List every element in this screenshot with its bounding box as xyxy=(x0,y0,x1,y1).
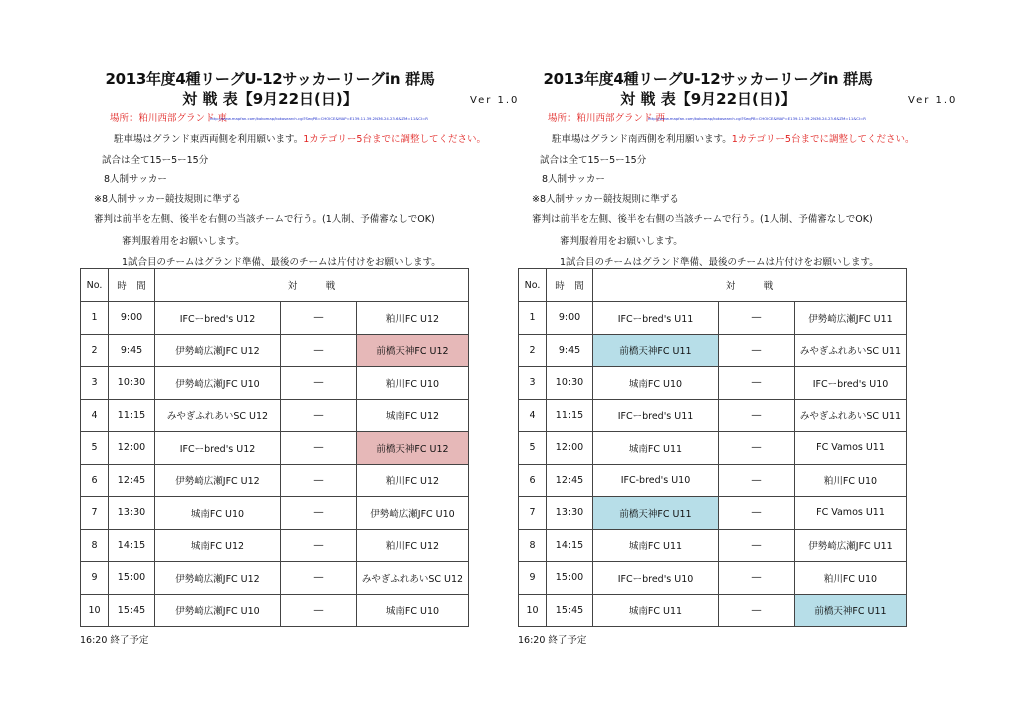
vs-dash: ― xyxy=(281,399,357,432)
home-team: IFCーbred's U12 xyxy=(155,302,281,335)
match-time: 14:15 xyxy=(547,529,593,562)
home-team: 城南FC U10 xyxy=(155,497,281,530)
home-team: みやぎふれあいSC U12 xyxy=(155,399,281,432)
header-match: 対 戦 xyxy=(593,269,907,302)
vs-dash: ― xyxy=(281,302,357,335)
home-team: 伊勢崎広瀬JFC U12 xyxy=(155,464,281,497)
away-team: 伊勢崎広瀬JFC U10 xyxy=(357,497,469,530)
home-team-highlighted: 前橋天神FC U11 xyxy=(593,334,719,367)
home-team: IFCーbred's U11 xyxy=(593,302,719,335)
rule-setup: 1試合目のチームはグランド準備、最後のチームは片付けをお願いします。 xyxy=(560,257,879,268)
match-time: 14:15 xyxy=(109,529,155,562)
vs-dash: ― xyxy=(719,367,795,400)
home-team-highlighted: 前橋天神FC U11 xyxy=(593,497,719,530)
away-team: 粕川FC U12 xyxy=(357,302,469,335)
vs-dash: ― xyxy=(719,334,795,367)
home-team: 伊勢崎広瀬JFC U10 xyxy=(155,367,281,400)
away-team: IFCーbred's U10 xyxy=(795,367,907,400)
table-row xyxy=(81,399,469,432)
home-team: IFCーbred's U11 xyxy=(593,399,719,432)
home-team: 伊勢崎広瀬JFC U10 xyxy=(155,594,281,627)
rule-time: 試合は全て15ー5ー15分 xyxy=(102,155,209,166)
rule-law: ※8人制サッカー競技規則に準ずる xyxy=(532,194,679,205)
end-time-note: 16:20 終了予定 xyxy=(518,635,587,646)
home-team: IFC-bred's U10 xyxy=(593,464,719,497)
match-time: 12:45 xyxy=(547,464,593,497)
table-row xyxy=(81,302,469,335)
vs-dash: ― xyxy=(719,594,795,627)
away-team: 粕川FC U12 xyxy=(357,464,469,497)
header-no: No. xyxy=(81,269,109,302)
league-title: 2013年度4種リーグU-12サッカーリーグin 群馬 xyxy=(105,70,435,88)
vs-dash: ― xyxy=(719,399,795,432)
away-team-highlighted: 前橋天神FC U11 xyxy=(795,594,907,627)
home-team: 城南FC U11 xyxy=(593,529,719,562)
vs-dash: ― xyxy=(281,529,357,562)
match-no: 8 xyxy=(519,529,547,562)
match-time: 10:30 xyxy=(547,367,593,400)
match-no: 9 xyxy=(519,562,547,595)
home-team: 伊勢崎広瀬JFC U12 xyxy=(155,334,281,367)
rule-referee: 審判は前半を左側、後半を右側の当該チームで行う。(1人制、予備審なしでOK) xyxy=(532,214,873,225)
table-row xyxy=(519,432,907,465)
match-no: 7 xyxy=(519,497,547,530)
vs-dash: ― xyxy=(281,334,357,367)
home-team: IFCーbred's U10 xyxy=(593,562,719,595)
match-no: 9 xyxy=(81,562,109,595)
away-team: 粕川FC U10 xyxy=(795,464,907,497)
rule-law: ※8人制サッカー競技規則に準ずる xyxy=(94,194,241,205)
match-no: 6 xyxy=(519,464,547,497)
match-time: 15:00 xyxy=(547,562,593,595)
match-no: 2 xyxy=(81,334,109,367)
match-no: 3 xyxy=(519,367,547,400)
match-time: 10:30 xyxy=(109,367,155,400)
vs-dash: ― xyxy=(281,432,357,465)
home-team: 伊勢崎広瀬JFC U12 xyxy=(155,562,281,595)
match-no: 3 xyxy=(81,367,109,400)
table-row xyxy=(519,302,907,335)
table-row xyxy=(81,497,469,530)
away-team: FC Vamos U11 xyxy=(795,432,907,465)
away-team: 城南FC U12 xyxy=(357,399,469,432)
header-no: No. xyxy=(519,269,547,302)
rule-setup: 1試合目のチームはグランド準備、最後のチームは片付けをお願いします。 xyxy=(122,257,441,268)
parking-note xyxy=(114,131,486,145)
table-row xyxy=(81,334,469,367)
match-time: 12:00 xyxy=(109,432,155,465)
vs-dash: ― xyxy=(719,302,795,335)
match-time: 11:15 xyxy=(547,399,593,432)
away-team: 粕川FC U10 xyxy=(795,562,907,595)
parking-text: 駐車場はグランド東西両側を利用願います。 xyxy=(114,134,304,145)
end-time-note: 16:20 終了予定 xyxy=(80,635,149,646)
away-team: みやぎふれあいSC U12 xyxy=(357,562,469,595)
match-time: 12:45 xyxy=(109,464,155,497)
away-team: 伊勢崎広瀬JFC U11 xyxy=(795,302,907,335)
match-time: 9:00 xyxy=(547,302,593,335)
away-team: 伊勢崎広瀬JFC U11 xyxy=(795,529,907,562)
vs-dash: ― xyxy=(719,529,795,562)
rule-time: 試合は全て15ー5ー15分 xyxy=(540,155,647,166)
match-time: 11:15 xyxy=(109,399,155,432)
match-table xyxy=(518,268,907,627)
match-no: 10 xyxy=(519,594,547,627)
version-label: Ver 1.0 xyxy=(908,95,958,106)
vs-dash: ― xyxy=(281,464,357,497)
match-time: 15:45 xyxy=(109,594,155,627)
match-no: 7 xyxy=(81,497,109,530)
table-header xyxy=(81,269,469,302)
table-row xyxy=(519,497,907,530)
table-header xyxy=(519,269,907,302)
match-no: 4 xyxy=(519,399,547,432)
table-row xyxy=(519,399,907,432)
parking-limit: 1カテゴリー5台までに調整してください。 xyxy=(303,134,486,145)
away-team: 粕川FC U12 xyxy=(357,529,469,562)
table-row xyxy=(519,529,907,562)
table-row xyxy=(519,562,907,595)
table-row xyxy=(81,367,469,400)
match-time: 12:00 xyxy=(547,432,593,465)
home-team: 城南FC U12 xyxy=(155,529,281,562)
rule-referee: 審判は前半を左側、後半を右側の当該チームで行う。(1人制、予備審なしでOK) xyxy=(94,214,435,225)
schedule-subtitle: 対 戦 表【9月22日(日)】 xyxy=(620,90,796,108)
vs-dash: ― xyxy=(719,432,795,465)
vs-dash: ― xyxy=(719,464,795,497)
match-time: 15:45 xyxy=(547,594,593,627)
header-match: 対 戦 xyxy=(155,269,469,302)
header-time: 時 間 xyxy=(547,269,593,302)
vs-dash: ― xyxy=(281,562,357,595)
parking-text: 駐車場はグランド南西側を利用願います。 xyxy=(552,134,732,145)
home-team: 城南FC U11 xyxy=(593,432,719,465)
table-row xyxy=(81,432,469,465)
match-no: 1 xyxy=(81,302,109,335)
away-team: みやぎふれあいSC U11 xyxy=(795,334,907,367)
match-no: 6 xyxy=(81,464,109,497)
map-link[interactable]: http://www.mapfan.com/kokomap/kokosearch.cgi?SeqPB=CHOICE&MAP=E139.11.39.2N36.24.23.6&ZM=11&CI=R xyxy=(648,116,866,121)
vs-dash: ― xyxy=(281,497,357,530)
match-table xyxy=(80,268,469,627)
match-no: 2 xyxy=(519,334,547,367)
match-time: 9:45 xyxy=(109,334,155,367)
parking-note xyxy=(552,131,914,145)
table-row xyxy=(519,464,907,497)
header-time: 時 間 xyxy=(109,269,155,302)
venue-label: 場所：粕川西部グランド 西 xyxy=(548,113,666,124)
home-team: 城南FC U10 xyxy=(593,367,719,400)
rule-uniform: 審判服着用をお願いします。 xyxy=(122,236,245,247)
home-team: 城南FC U11 xyxy=(593,594,719,627)
match-time: 13:30 xyxy=(109,497,155,530)
away-team: みやぎふれあいSC U11 xyxy=(795,399,907,432)
schedule-panel-west xyxy=(518,0,958,724)
venue-label: 場所：粕川西部グランド 東 xyxy=(110,113,228,124)
away-team: 城南FC U10 xyxy=(357,594,469,627)
table-row xyxy=(519,367,907,400)
match-no: 5 xyxy=(519,432,547,465)
home-team: IFCーbred's U12 xyxy=(155,432,281,465)
rule-players: 8人制サッカー xyxy=(104,174,167,185)
away-team: FC Vamos U11 xyxy=(795,497,907,530)
table-row xyxy=(519,594,907,627)
away-team-highlighted: 前橋天神FC U12 xyxy=(357,334,469,367)
parking-limit: 1カテゴリー5台までに調整してください。 xyxy=(731,134,915,145)
table-row xyxy=(81,562,469,595)
away-team: 粕川FC U10 xyxy=(357,367,469,400)
match-no: 10 xyxy=(81,594,109,627)
match-time: 15:00 xyxy=(109,562,155,595)
table-row xyxy=(519,334,907,367)
version-label: Ver 1.0 xyxy=(470,95,520,106)
match-no: 4 xyxy=(81,399,109,432)
vs-dash: ― xyxy=(719,497,795,530)
match-time: 9:45 xyxy=(547,334,593,367)
schedule-subtitle: 対 戦 表【9月22日(日)】 xyxy=(182,90,358,108)
match-no: 1 xyxy=(519,302,547,335)
map-link[interactable]: http://www.mapfan.com/kokomap/kokosearch.cgi?SeqPB=CHOICE&MAP=E139.11.39.2N36.24.23.6&ZM=11&CI=R xyxy=(210,116,428,121)
table-row xyxy=(81,464,469,497)
schedule-panel-east xyxy=(80,0,520,724)
table-row xyxy=(81,594,469,627)
rule-players: 8人制サッカー xyxy=(542,174,605,185)
rule-uniform: 審判服着用をお願いします。 xyxy=(560,236,683,247)
match-no: 5 xyxy=(81,432,109,465)
match-no: 8 xyxy=(81,529,109,562)
match-time: 13:30 xyxy=(547,497,593,530)
match-time: 9:00 xyxy=(109,302,155,335)
vs-dash: ― xyxy=(719,562,795,595)
vs-dash: ― xyxy=(281,367,357,400)
vs-dash: ― xyxy=(281,594,357,627)
away-team-highlighted: 前橋天神FC U12 xyxy=(357,432,469,465)
league-title: 2013年度4種リーグU-12サッカーリーグin 群馬 xyxy=(543,70,873,88)
table-row xyxy=(81,529,469,562)
